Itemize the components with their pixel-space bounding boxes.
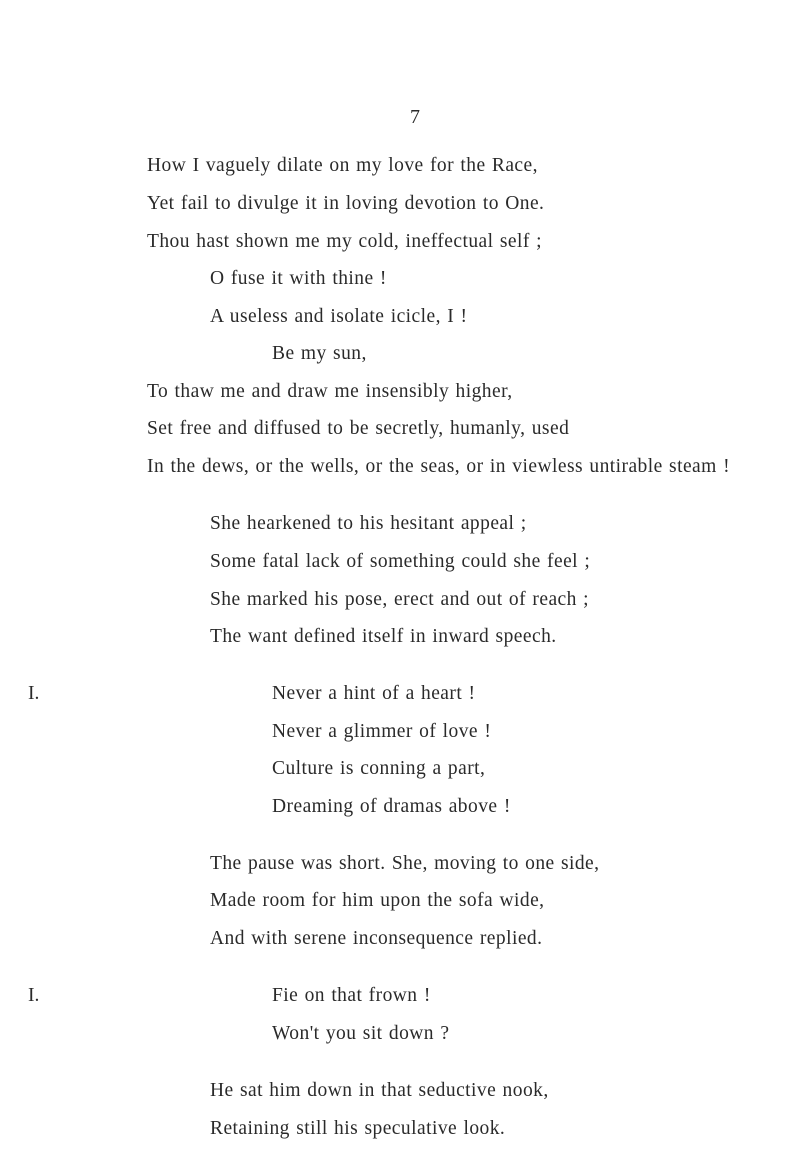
poem-line: Won't you sit down ? <box>272 1023 450 1044</box>
poem-line: In the dews, or the wells, or the seas, or in viewless untirable steam ! <box>147 456 731 477</box>
poem-line: Never a glimmer of love ! <box>272 721 492 742</box>
poem-line: Retaining still his speculative look. <box>210 1118 506 1139</box>
stanza-marker: I. <box>28 683 40 704</box>
poem-line: Some fatal lack of something could she feel ; <box>210 551 591 572</box>
poem-line: Dreaming of dramas above ! <box>272 796 511 817</box>
stanza-marker: I. <box>28 985 40 1006</box>
poem-line: Yet fail to divulge it in loving devotion to One. <box>147 193 545 214</box>
poem-line: She marked his pose, erect and out of reach ; <box>210 589 590 610</box>
poem-line: Culture is conning a part, <box>272 758 486 779</box>
poem-line: The pause was short. She, moving to one side, <box>210 853 600 874</box>
poem-line: How I vaguely dilate on my love for the Race, <box>147 155 538 176</box>
poem-line: Set free and diffused to be secretly, humanly, used <box>147 418 570 439</box>
poem-line: Thou hast shown me my cold, ineffectual self ; <box>147 231 542 252</box>
poem-line: He sat him down in that seductive nook, <box>210 1080 549 1101</box>
poem-line: Be my sun, <box>272 343 367 364</box>
poem-line: A useless and isolate icicle, I ! <box>210 306 468 327</box>
poem-line: Never a hint of a heart ! <box>272 683 476 704</box>
poem-line: She hearkened to his hesitant appeal ; <box>210 513 527 534</box>
poem-line: O fuse it with thine ! <box>210 268 387 289</box>
poem-line: The want defined itself in inward speech. <box>210 626 557 647</box>
poem-line: To thaw me and draw me insensibly higher, <box>147 381 513 402</box>
poem-line: And with serene inconsequence replied. <box>210 928 543 949</box>
poem-line: Fie on that frown ! <box>272 985 431 1006</box>
page-number: 7 <box>410 106 421 128</box>
poem-line: Made room for him upon the sofa wide, <box>210 890 545 911</box>
